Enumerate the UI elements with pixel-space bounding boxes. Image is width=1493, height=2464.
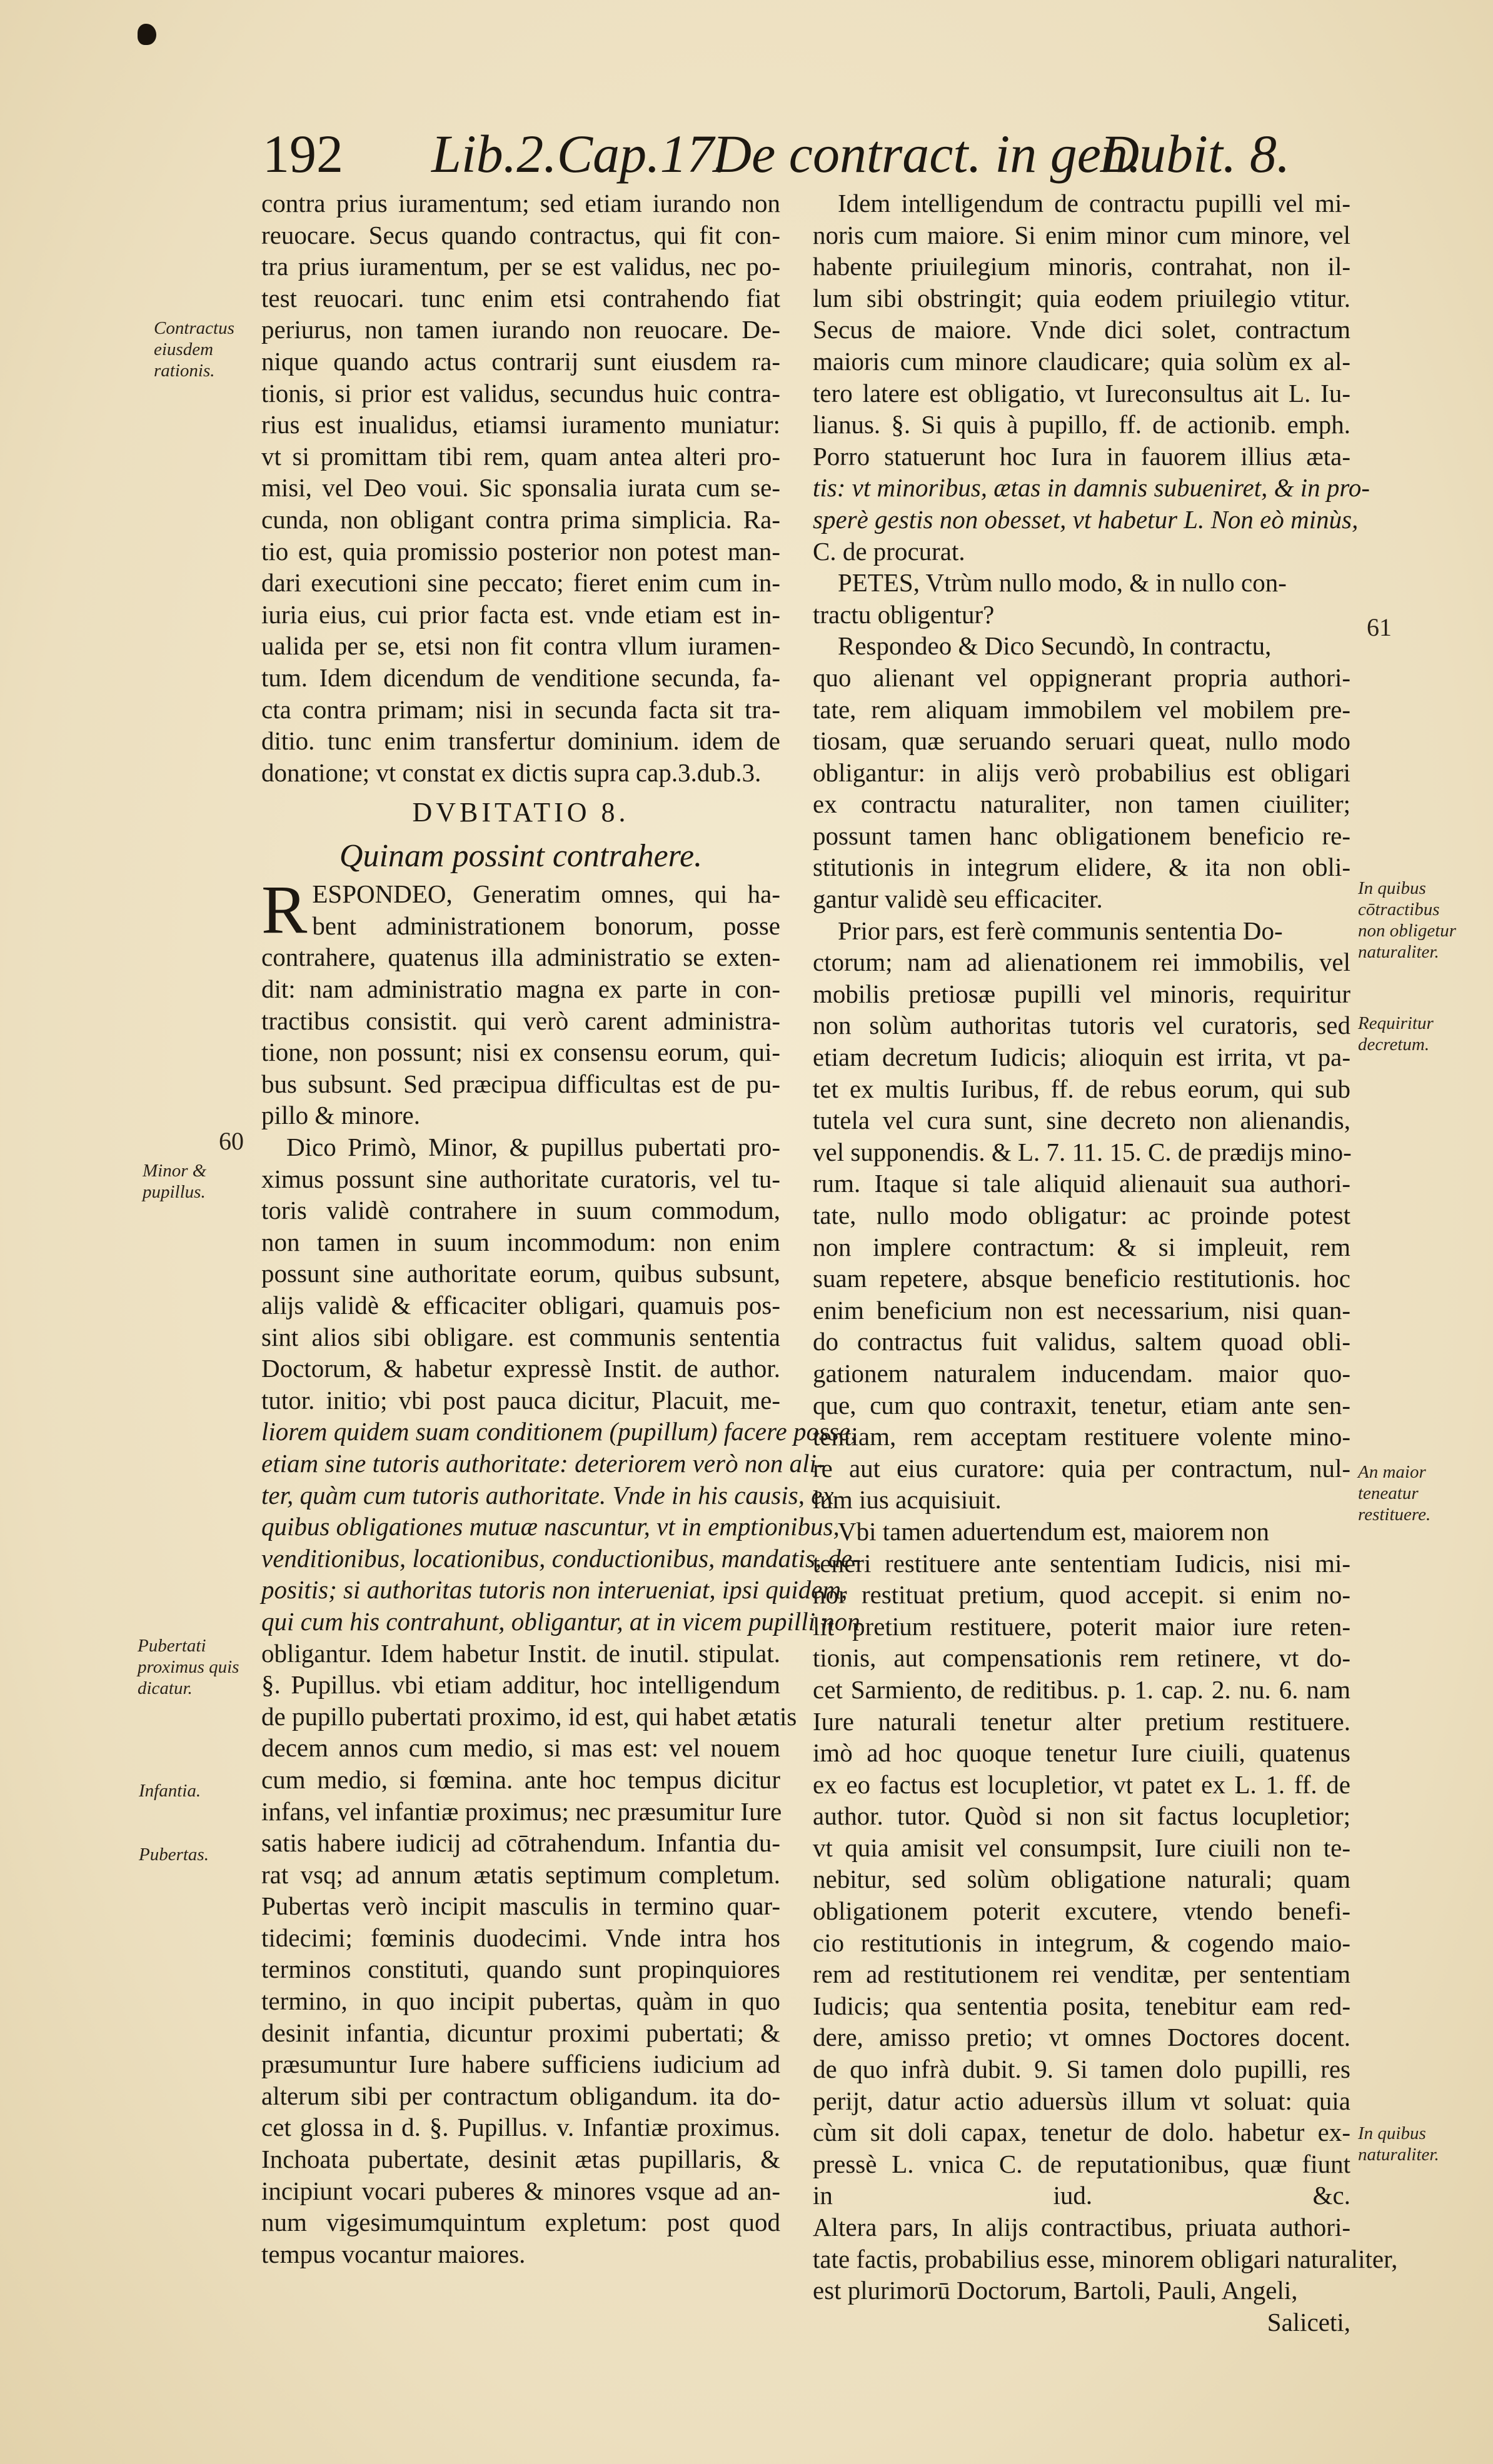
text-line: periurus, non tamen iurando non reuocare. De-: [261, 315, 780, 344]
running-header: [263, 123, 1290, 198]
text-line: dere, amisso pretio; vt omnes Doctores docent.: [813, 2023, 1350, 2052]
text-line: maioris cum minore claudicare; quia solùm ex al-: [813, 346, 1350, 376]
text-line: ESPONDEO, Generatim omnes, qui ha-: [312, 879, 780, 909]
text-line: tate, rem aliquam immobilem vel mobilem pre-: [813, 694, 1350, 724]
text-line: Respondeo & Dico Secundò, In contractu,: [838, 631, 1272, 661]
text-line: ximus possunt sine authoritate curatoris, vel tu-: [261, 1164, 780, 1193]
text-line: venditionibus, locationibus, conductionibus, mandatis, de-: [261, 1543, 861, 1573]
text-line: tero latere est obligatio, vt Iureconsultus ait L. Iu-: [813, 378, 1350, 408]
text-line: tiosam, quæ seruando seruari queat, nullo modo: [813, 726, 1350, 756]
margin-note-minor: Minor & pupillus.: [143, 1161, 207, 1202]
header-dubit: Dubit. 8.: [1100, 124, 1290, 184]
margin-note-contractus: Contractus eiusdem rationis.: [154, 318, 234, 381]
text-line: Secus de maiore. Vnde dici solet, contractum: [813, 315, 1350, 344]
text-line: in iud. &c.: [813, 2181, 1350, 2210]
header-title: De contract. in gen.: [713, 124, 1142, 184]
text-line: obligantur. Idem habetur Instit. de inutil. stipulat.: [261, 1638, 780, 1668]
margin-note-in-quibus-nat: In quibus naturaliter.: [1358, 2123, 1439, 2165]
text-line: vt quia amisit vel consumpsit, Iure ciuili non te-: [813, 1833, 1350, 1862]
text-line: habente priuilegium minoris, contrahat, non il-: [813, 252, 1350, 281]
text-line: termino, in quo incipit pubertas, quàm in quo: [261, 1986, 780, 2016]
margin-note-an-maior: An maior teneatur restituere.: [1358, 1462, 1431, 1525]
text-line: qui cum his contrahunt, obligantur, at in vicem pupilli non: [261, 1606, 860, 1636]
text-line: tractibus consistit. qui verò carent administra-: [261, 1006, 780, 1035]
text-line: tutela vel cura sunt, sine decreto non alienandis,: [813, 1106, 1350, 1135]
text-line: sint alios sibi obligare. est communis sententia: [261, 1322, 780, 1351]
text-line: author. tutor. Quòd si non sit factus locupletior;: [813, 1801, 1350, 1831]
text-line: rat vsq; ad annum ætatis septimum completum.: [261, 1860, 780, 1889]
text-line: tionis, aut compensationis rem retinere, vt do-: [813, 1643, 1350, 1673]
text-line: donatione; vt constat ex dictis supra cap.3.dub.3.: [261, 758, 762, 787]
respondeo-paragraph: [261, 871, 780, 1131]
text-line: ex eo factus est locupletior, vt patet ex L. 1. ff. de: [813, 1770, 1350, 1799]
text-line: infans, vel infantiæ proximus; nec præsumitur Iure: [261, 1796, 782, 1826]
text-line: lum ius acquisiuit.: [813, 1485, 1002, 1515]
text-line: Altera pars, In alijs contractibus, priuata authori-: [813, 2213, 1350, 2241]
dropcap-letter: R: [261, 871, 308, 948]
margin-note-in-quibus: In quibus cōtractibus non obligetur naturaliter.: [1358, 878, 1457, 962]
text-line: alijs validè & efficaciter obligari, quamuis pos-: [261, 1291, 780, 1320]
text-line: non solùm authoritas tutoris vel curatoris, sed: [813, 1011, 1350, 1040]
text-line: est plurimorū Doctorum, Bartoli, Pauli, Angeli,: [813, 2276, 1298, 2305]
header-liber: Lib.2.Cap.17.: [431, 124, 728, 184]
text-line: noris cum maiore. Si enim minor cum minore, vel: [813, 220, 1350, 249]
text-line: tionis, si prior est validus, secundus huic contra-: [261, 378, 780, 408]
text-line: PETES, Vtrùm nullo modo, & in nullo con-: [838, 568, 1287, 598]
text-line: præsumuntur Iure habere sufficiens iudicium ad: [261, 2050, 780, 2079]
text-line: enim beneficium non est necessarium, nisi quan-: [813, 1295, 1350, 1325]
text-line: cùm sit doli capax, tenetur de dolo. habetur ex-: [813, 2118, 1350, 2147]
text-line: ex contractu naturaliter, non tamen ciuiliter;: [813, 789, 1350, 819]
text-line: Prior pars, est ferè communis sententia Do-: [838, 916, 1283, 945]
text-line: toris validè contrahere in suum commodum,: [261, 1196, 780, 1225]
text-line: lianus. §. Si quis à pupillo, ff. de actionib. emph.: [813, 410, 1350, 439]
text-line: iuria eius, cui prior facta est. vnde etiam est in-: [261, 599, 780, 629]
text-line: tractu obligentur?: [813, 599, 995, 629]
text-line: contrahere, quatenus illa administratio se exten-: [261, 943, 780, 972]
text-line: vt si promittam tibi rem, quam antea alteri pro-: [261, 441, 780, 471]
text-line: possunt sine authoritate eorum, quibus subsunt,: [261, 1259, 780, 1288]
text-line: non tamen in suum incommodum: non enim: [261, 1227, 780, 1256]
text-line: tidecimi; fœminis duodecimi. Vnde intra hos: [261, 1923, 780, 1952]
text-line: C. de procurat.: [813, 536, 965, 566]
text-line: stitutionis in integrum elidere, & ita non obli-: [813, 853, 1350, 882]
text-line: incipiunt vocari puberes & minores vsque ad an-: [261, 2176, 780, 2205]
text-line: perijt, datur actio aduersùs illum vt soluat: quia: [813, 2086, 1350, 2115]
text-line: tutor. initio; vbi post pauca dicitur, Placuit, me-: [261, 1385, 780, 1415]
dubitatio-subheading: Quinam possint contrahere.: [339, 838, 703, 874]
text-line: §. Pupillus. vbi etiam additur, hoc intelligendum: [261, 1670, 780, 1700]
text-line: Iudicis; qua sententia posita, tenebitur eam red-: [813, 1991, 1350, 2020]
text-line: lit pretium restituere, poterit maior iure reten-: [813, 1611, 1350, 1641]
text-line: mobilis pretiosæ pupilli vel minoris, requiritur: [813, 979, 1350, 1008]
text-line: cio restitutionis in integrum, & cogendo maio-: [813, 1928, 1350, 1957]
text-line: nebitur, sed solùm obligatione naturali; quam: [813, 1865, 1350, 1894]
text-line: Porro statuerunt hoc Iura in fauorem illius ætа-: [813, 441, 1350, 471]
text-line: dari executioni sine peccato; fieret enim cum in-: [261, 568, 780, 598]
text-line: cum medio, si fœmina. ante hoc tempus dicitur: [261, 1765, 780, 1794]
left-top-paragraph: [261, 188, 780, 788]
text-line: Pubertas verò incipit masculis in termino quar-: [261, 1891, 780, 1921]
text-line: Doctorum, & habetur expressè Instit. de author.: [261, 1354, 780, 1383]
text-line: tempus vocantur maiores.: [261, 2239, 526, 2268]
text-line: ditio. tunc enim transfertur dominium. idem de: [261, 726, 780, 756]
text-line: vel supponendis. & L. 7. 11. 15. C. de prædijs mino-: [813, 1137, 1352, 1166]
margin-note-infantia: Infantia.: [139, 1781, 201, 1801]
text-line: Idem intelligendum de contractu pupilli vel mi-: [838, 189, 1350, 218]
text-line: imò ad hoc quoque tenetur Iure ciuili, quatenus: [813, 1738, 1350, 1768]
text-line: ter, quàm cum tutoris authoritate. Vnde in his causis, ex: [261, 1480, 834, 1510]
text-line: quibus obligationes mutuæ nascuntur, vt in emptionibus,: [261, 1512, 840, 1541]
section-number-61: 61: [1367, 613, 1392, 641]
text-line: liorem quidem suam conditionem (pupillum) facere posse,: [261, 1417, 857, 1446]
text-line: de pupillo pubertati proximo, id est, qui habet ætatis: [261, 1701, 797, 1731]
dico-primo-paragraph: [261, 1131, 861, 2270]
text-line: reuocare. Secus quando contractus, qui fit con-: [261, 220, 780, 249]
margin-note-requiritur: Requiritur decretum.: [1358, 1013, 1434, 1054]
text-line: cunda, non obligant contra prima simplicia. Ra-: [261, 504, 780, 534]
text-line: tio est, quia promissio posterior non potest man-: [261, 536, 780, 566]
text-line: tis: vt minoribus, ætas in damnis subueniret, & in pro-: [813, 473, 1370, 503]
text-line: obligantur: in alijs verò probabilius est obligari: [813, 758, 1350, 787]
text-line: ualida per se, etsi non fit contra vllum iuramen-: [261, 631, 780, 661]
catchword: Saliceti,: [1267, 2307, 1350, 2336]
left-column: [261, 188, 861, 2270]
text-line: etiam sine tutoris authoritate: deteriorem verò non ali-: [261, 1448, 825, 1478]
text-line: nique quando actus contrarij sunt eiusdem ra-: [261, 346, 780, 376]
margin-note-pubertati: Pubertati proximus quis dicatur.: [138, 1636, 239, 1698]
text-line: lum sibi obstringit; quia eodem priuilegio vtitur.: [813, 283, 1350, 313]
section-number-60: 60: [219, 1127, 244, 1155]
text-line: tate, nullo modo obligatur: ac proinde potest: [813, 1201, 1350, 1229]
text-line: bus subsunt. Sed præcipua difficultas est de pu-: [261, 1069, 780, 1098]
text-line: rum. Itaque si tale aliquid alienauit sua authori-: [813, 1169, 1350, 1198]
text-line: cet Sarmiento, de reditibus. p. 1. cap. 2. nu. 6. nam: [813, 1675, 1350, 1704]
text-line: teneri restituere ante sententiam Iudicis, nisi mi-: [813, 1548, 1350, 1578]
text-line: possunt tamen hanc obligationem beneficio re-: [813, 821, 1350, 850]
text-line: sperè gestis non obesset, vt habetur L. Non eò minùs,: [813, 504, 1359, 534]
text-line: quo alienant vel oppignerant propria authori-: [813, 663, 1350, 692]
text-line: terminos constituti, quando sunt propinquiores: [261, 1955, 780, 1984]
text-line: bent administrationem bonorum, posse: [312, 911, 780, 940]
text-line: pressè L. vnica C. de reputationibus, quæ fiunt: [813, 2149, 1350, 2178]
text-line: re aut eius curatore: quia per contractum, nul-: [813, 1453, 1350, 1483]
text-line: obligationem poterit excutere, vtendo benefi-: [813, 1896, 1350, 1926]
text-line: cet glossa in d. §. Pupillus. v. Infantiæ proximus.: [261, 2113, 780, 2142]
text-line: rius est inualidus, etiamsi iuramento muniatur:: [261, 410, 780, 439]
text-line: rem ad restitutionem rei venditæ, per sententiam: [813, 1960, 1350, 1989]
text-line: Vbi tamen aduertendum est, maiorem non: [838, 1516, 1269, 1546]
text-line: alterum sibi per contractum obligandum. ita do-: [261, 2081, 780, 2110]
text-line: que, cum quo contraxit, tenetur, etiam ante sen-: [813, 1390, 1350, 1420]
text-line: Dico Primò, Minor, & pupillus pubertati pro-: [286, 1133, 780, 1162]
text-line: num vigesimumquintum expletum: post quod: [261, 2208, 780, 2237]
margin-note-pubertas: Pubertas.: [139, 1845, 209, 1865]
text-line: tentiam, rem acceptam restituere volente mino-: [813, 1422, 1350, 1451]
text-line: non implere contractum: & si impleuit, rem: [813, 1232, 1350, 1261]
text-line: Iure naturali tenetur alter pretium restituere.: [813, 1706, 1350, 1736]
ink-blot: [138, 24, 156, 45]
text-line: desinit infantia, dicuntur proximi pubertati; &: [261, 2018, 780, 2047]
text-line: tate factis, probabilius esse, minorem obligari naturaliter,: [813, 2244, 1398, 2273]
text-line: tra prius iuramentum, per se est validus, nec po-: [261, 252, 780, 281]
text-line: gationem naturalem inducendam. maior quo-: [813, 1358, 1350, 1388]
text-line: tet ex multis Iuribus, ff. de rebus eorum, qui sub: [813, 1074, 1350, 1103]
text-line: pillo & minore.: [261, 1101, 420, 1130]
text-line: tum. Idem dicendum de venditione secunda, fa-: [261, 663, 780, 692]
text-line: satis habere iudicij ad cōtrahendum. Infantia du-: [261, 1828, 780, 1858]
text-line: Inchoata pubertate, desinit ætas pupillaris, &: [261, 2145, 780, 2174]
dubitatio-heading: DVBITATIO 8.: [412, 797, 630, 828]
text-line: ctorum; nam ad alienationem rei immobilis, vel: [813, 948, 1350, 977]
text-line: nor restituat pretium, quod accepit. si enim no-: [813, 1580, 1350, 1610]
text-line: do contractus fuit validus, saltem quoad obli-: [813, 1327, 1350, 1356]
text-line: positis; si authoritas tutoris non interueniat, ipsi quidem,: [261, 1575, 848, 1605]
text-line: de quo infrà dubit. 9. Si tamen dolo pupilli, res: [813, 2055, 1350, 2084]
text-line: cta contra primam; nisi in secunda facta sit tra-: [261, 694, 780, 724]
text-line: misi, vel Deo voui. Sic sponsalia iurata cum se-: [261, 473, 780, 503]
text-line: suam repetere, absque beneficio restitutionis. hoc: [813, 1264, 1350, 1293]
text-line: test reuocari. tunc enim etsi contrahendo fiat: [261, 283, 780, 313]
text-line: gantur validè seu efficaciter.: [813, 884, 1103, 914]
text-line: contra prius iuramentum; sed etiam iurando non: [261, 189, 780, 218]
text-line: dit: nam administratio magna ex parte in con-: [261, 974, 780, 1004]
text-line: tione, non possunt; nisi ex consensu eorum, qui-: [261, 1038, 780, 1067]
text-line: decem annos cum medio, si mas est: vel nouem: [261, 1733, 780, 1763]
text-line: etiam decretum Iudicis; alioquin est irrita, vt pa-: [813, 1043, 1350, 1072]
page-number: 192: [263, 124, 343, 184]
